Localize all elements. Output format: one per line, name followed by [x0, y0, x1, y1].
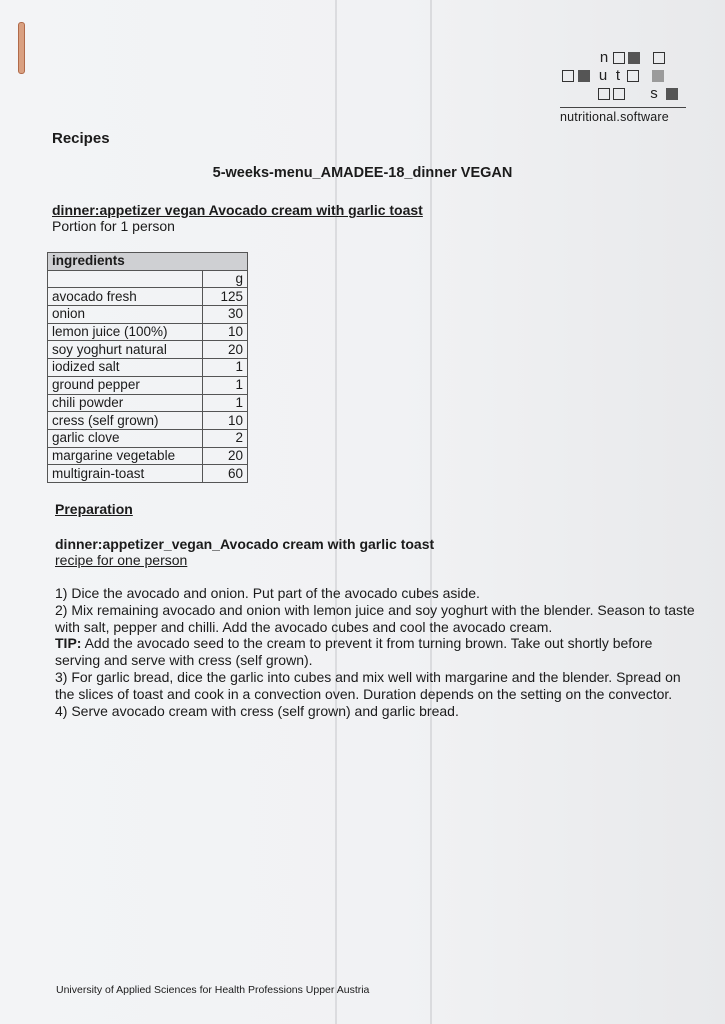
- logo-square: [562, 70, 574, 82]
- ingredient-name: multigrain-toast: [48, 465, 203, 483]
- table-row: [48, 465, 248, 483]
- menu-title: 5-weeks-menu_AMADEE-18_dinner VEGAN: [212, 165, 513, 181]
- table-header-row: [48, 253, 248, 271]
- table-row: [48, 323, 248, 341]
- portion-text: Portion for 1 person: [52, 218, 175, 234]
- logo-tagline: nutritional.software: [560, 110, 669, 124]
- table-row: [48, 376, 248, 394]
- ingredient-name: chili powder: [48, 394, 203, 412]
- logo-letter-n: n: [599, 49, 609, 66]
- table-row: [48, 359, 248, 377]
- ingredient-name: ground pepper: [48, 376, 203, 394]
- ingredient-name: avocado fresh: [48, 288, 203, 306]
- logo-letter-s: s: [650, 85, 658, 102]
- step-3: 3) For garlic bread, dice the garlic into cubes and mix well with margarine and the blender. Spread on the slices of toast and cook in a convection oven. Duration depends on the setting on the convector.: [55, 668, 681, 702]
- ingredient-qty: 20: [203, 341, 248, 359]
- ingredient-qty: 1: [203, 394, 248, 412]
- unit-cell: g: [203, 270, 248, 288]
- logo-rule: [560, 107, 686, 108]
- ingredient-qty: 1: [203, 376, 248, 394]
- tip-label: TIP:: [55, 635, 82, 652]
- logo-square: [598, 88, 610, 100]
- ingredient-name: onion: [48, 306, 203, 324]
- table-cell: [48, 270, 203, 288]
- step-4: 4) Serve avocado cream with cress (self grown) and garlic bread.: [55, 702, 459, 719]
- ingredient-name: cress (self grown): [48, 412, 203, 430]
- preparation-title: dinner:appetizer_vegan_Avocado cream with garlic toast: [55, 536, 435, 552]
- nutritional-software-logo: [560, 49, 686, 128]
- step-2: 2) Mix remaining avocado and onion with lemon juice and soy yoghurt with the blender. Season to taste with salt, pepper and chilli. Add the avocado cubes and cool the avocado cream.: [55, 601, 695, 635]
- logo-square: [627, 70, 639, 82]
- ingredient-qty: 20: [203, 447, 248, 465]
- tip: [55, 635, 695, 669]
- table-row: [48, 306, 248, 324]
- logo-square: [613, 52, 625, 64]
- ingredient-qty: 60: [203, 465, 248, 483]
- ingredient-qty: 1: [203, 359, 248, 377]
- preparation-heading: Preparation: [55, 501, 133, 517]
- ingredient-name: lemon juice (100%): [48, 323, 203, 341]
- ingredient-qty: 10: [203, 412, 248, 430]
- logo-square: [628, 52, 640, 64]
- preparation-steps: [55, 585, 695, 719]
- dish-title: dinner:appetizer vegan Avocado cream with garlic toast: [52, 202, 423, 218]
- section-heading: Recipes: [52, 130, 110, 147]
- fold-line: [430, 0, 432, 1024]
- ingredient-name: soy yoghurt natural: [48, 341, 203, 359]
- table-row: [48, 429, 248, 447]
- logo-letter-t: t: [615, 67, 621, 84]
- tip-text: Add the avocado seed to the cream to prevent it from turning brown. Take out shortly before serving and serve with cress (self grown).: [55, 635, 653, 669]
- table-row: [48, 447, 248, 465]
- ingredients-table: [47, 252, 248, 483]
- ingredient-qty: 30: [203, 306, 248, 324]
- paper-clip-mark: [18, 22, 25, 74]
- ingredient-qty: 10: [203, 323, 248, 341]
- table-unit-row: [48, 270, 248, 288]
- fold-line: [335, 0, 337, 1024]
- logo-square: [578, 70, 590, 82]
- footer-institution: University of Applied Sciences for Health Professions Upper Austria: [56, 984, 370, 996]
- table-row: [48, 288, 248, 306]
- logo-square: [666, 88, 678, 100]
- step-1: 1) Dice the avocado and onion. Put part of the avocado cubes aside.: [55, 585, 480, 601]
- ingredient-name: margarine vegetable: [48, 447, 203, 465]
- ingredient-qty: 2: [203, 429, 248, 447]
- logo-letter-u: u: [598, 67, 608, 84]
- preparation-subtitle: recipe for one person: [55, 552, 188, 568]
- table-row: [48, 341, 248, 359]
- table-row: [48, 394, 248, 412]
- table-header: ingredients: [48, 253, 248, 271]
- ingredient-name: garlic clove: [48, 429, 203, 447]
- logo-square: [652, 70, 664, 82]
- table-row: [48, 412, 248, 430]
- logo-square: [653, 52, 665, 64]
- ingredient-qty: 125: [203, 288, 248, 306]
- logo-square: [613, 88, 625, 100]
- ingredient-name: iodized salt: [48, 359, 203, 377]
